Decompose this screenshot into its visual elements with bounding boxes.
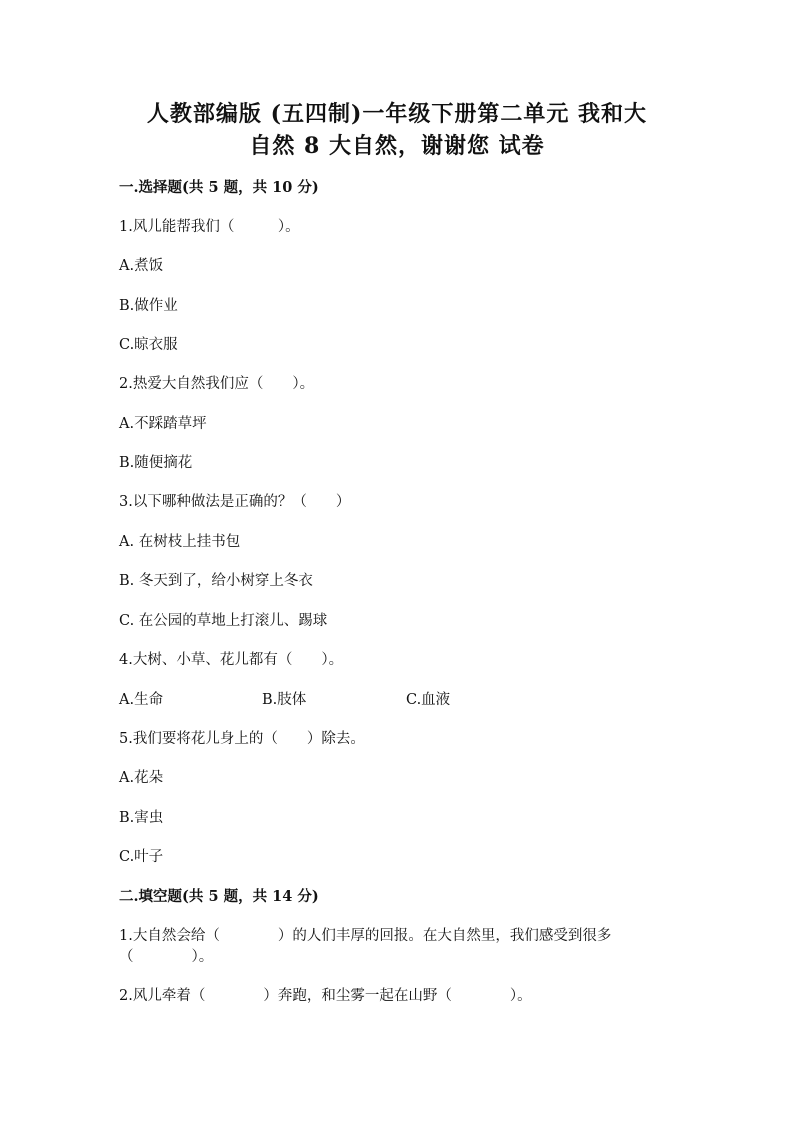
section-heading-multiple-choice: 一.选择题(共 5 题，共 10 分) (119, 179, 319, 196)
question-4-stem: 4.大树、小草、花儿都有（ ）。 (119, 652, 344, 668)
question-4-option-c: C.血液 (406, 692, 451, 708)
question-5-stem: 5.我们要将花儿身上的（ ）除去。 (119, 731, 365, 747)
question-1-option-c: C.晾衣服 (119, 337, 178, 353)
question-3-stem: 3.以下哪种做法是正确的？（ ） (119, 494, 351, 510)
fill-question-2-stem: 2.风儿牵着（ ）奔跑，和尘雾一起在山野（ ）。 (119, 988, 532, 1004)
question-4-option-b: B.肢体 (262, 692, 307, 708)
question-1-option-b: B.做作业 (119, 298, 178, 314)
question-5-option-c: C.叶子 (119, 849, 164, 865)
question-3-option-c: C. 在公园的草地上打滚儿、踢球 (119, 613, 328, 629)
fill-question-1-line-1: 1.大自然会给（ ）的人们丰厚的回报。在大自然里，我们感受到很多 (119, 928, 612, 944)
exam-title-line-1: 人教部编版 (五四制)一年级下册第二单元 我和大 (146, 101, 648, 127)
question-4-option-a: A.生命 (119, 692, 164, 708)
question-2-option-a: A.不踩踏草坪 (119, 416, 207, 432)
section-heading-fill-in-blank: 二.填空题(共 5 题，共 14 分) (119, 888, 319, 905)
question-2-option-b: B.随便摘花 (119, 455, 193, 471)
question-5-option-a: A.花朵 (119, 770, 164, 786)
question-2-stem: 2.热爱大自然我们应（ ）。 (119, 376, 315, 392)
question-3-option-a: A. 在树枝上挂书包 (119, 534, 241, 550)
question-3-option-b: B. 冬天到了，给小树穿上冬衣 (119, 573, 313, 589)
fill-question-1-line-2: （ ）。 (119, 949, 214, 965)
question-5-option-b: B.害虫 (119, 810, 164, 826)
exam-title-line-2: 自然 8 大自然，谢谢您 试卷 (249, 133, 545, 159)
question-1-stem: 1.风儿能帮我们（ ）。 (119, 219, 300, 235)
question-1-option-a: A.煮饭 (119, 258, 164, 274)
